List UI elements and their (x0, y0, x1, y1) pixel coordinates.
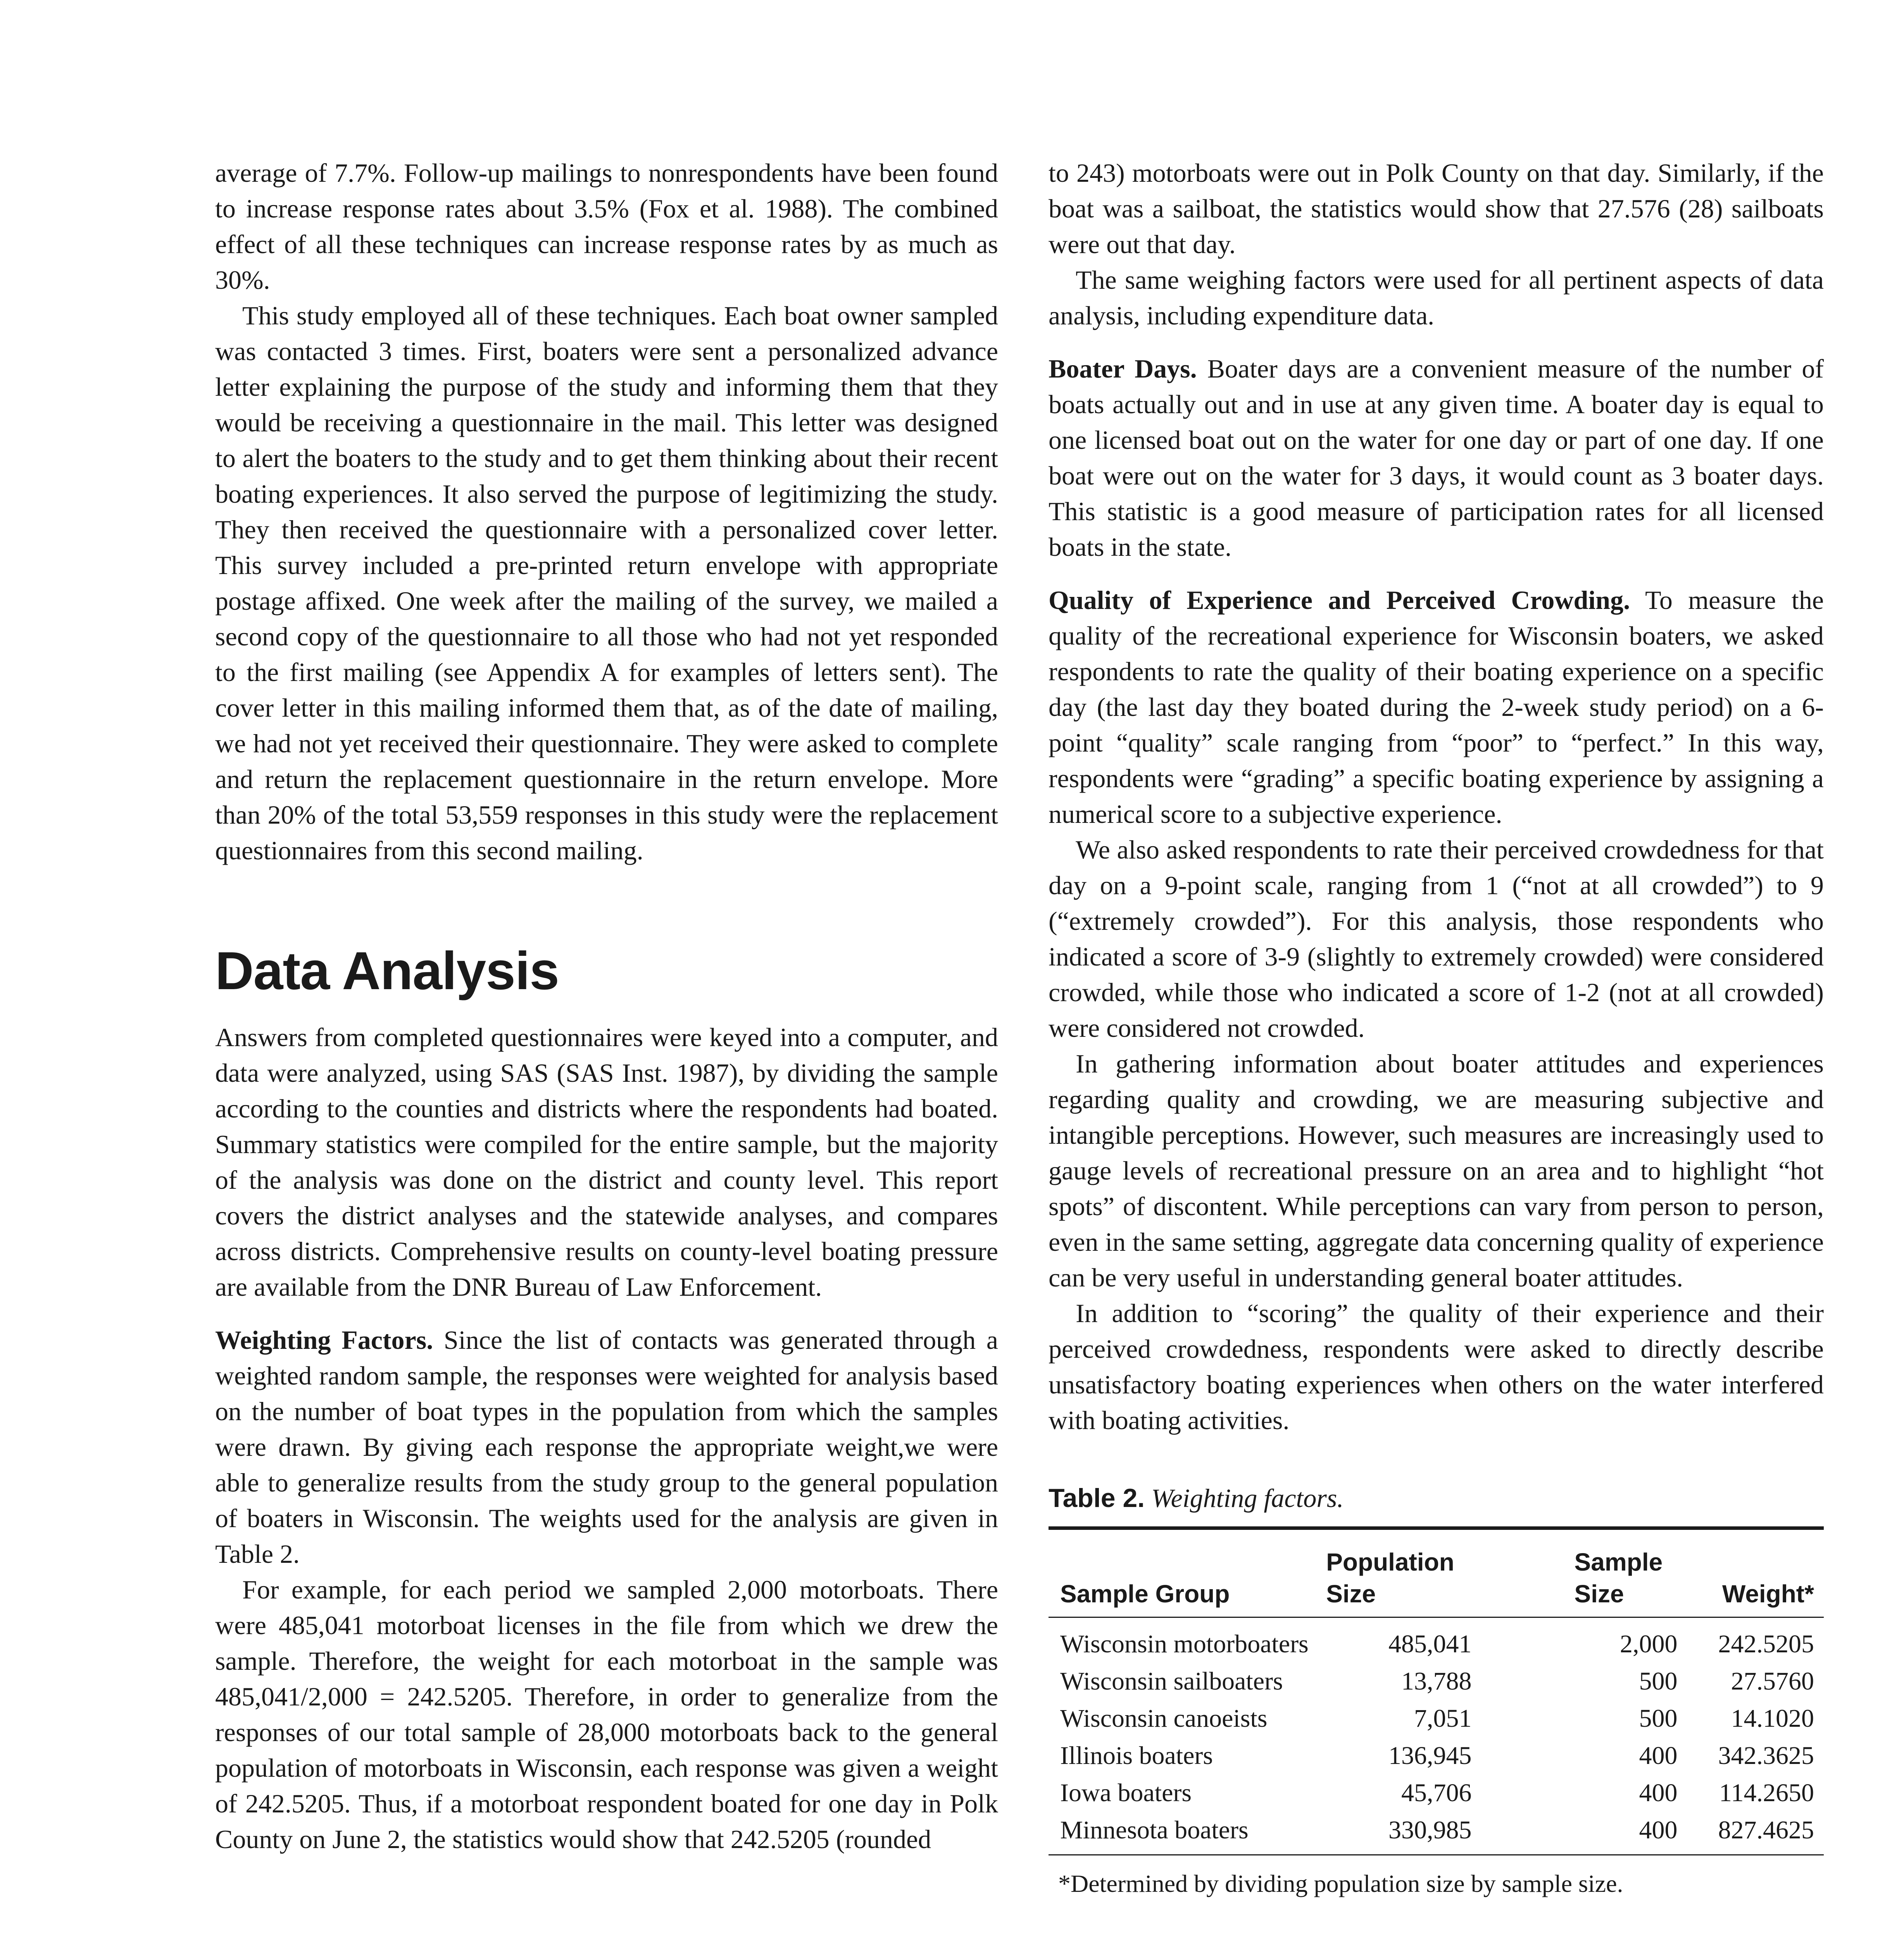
table-header-row (1049, 1530, 1824, 1617)
cell-sample: 400 (1639, 1741, 1678, 1770)
cell-weight: 27.5760 (1731, 1667, 1814, 1695)
cell-population: 13,788 (1401, 1667, 1472, 1695)
cell-group: Wisconsin canoeists (1060, 1704, 1268, 1733)
table-row (1049, 1700, 1824, 1737)
table-footnote: *Determined by dividing population size by sample size. (1058, 1870, 1623, 1897)
table-caption-title: Weighting factors. (1151, 1483, 1344, 1513)
table-row (1049, 1774, 1824, 1812)
run-in-heading: Boater Days. (1049, 354, 1197, 383)
header-line: Size (1326, 1580, 1376, 1608)
weighting-factors-table (1049, 1530, 1824, 1854)
cell-sample: 400 (1639, 1816, 1678, 1844)
paragraph-boater-days (1049, 351, 1824, 565)
header-sample-group: Sample Group (1060, 1580, 1230, 1608)
table-bottom-rule (1049, 1854, 1824, 1855)
table-caption-label: Table 2. (1049, 1483, 1145, 1513)
cell-population: 7,051 (1414, 1704, 1472, 1733)
paragraph: average of 7.7%. Follow-up mailings to nonrespondents have been found to increase response rates about 3.5% (Fox et al. 1988). The combined effect of all these techniques can increase response rates by as much as 30%. (215, 158, 998, 295)
cell-weight: 14.1020 (1731, 1704, 1814, 1733)
cell-group: Wisconsin motorboaters (1060, 1630, 1309, 1658)
paragraph: In gathering information about boater attitudes and experiences regarding quality and crowding, we are measuring subjective and intangible perceptions. However, such measures are increasingly used to gauge levels of recreational pressure on an area and to highlight “hot spots” of discontent. While perceptions can vary from person to person, even in the same setting, aggregate data concerning quality of experience can be very useful in understanding general boater attitudes. (1049, 1049, 1824, 1292)
paragraph: For example, for each period we sampled 2,000 motorboats. There were 485,041 motorboat licenses in the file from which we drew the sample. Therefore, the weight for each motorboat in the sample was 485,041/2,000 = 242.5205. Therefore, in order to generalize from the responses of our total sample of 28,000 motorboats back to the general population of motorboats in Wisconsin, each response was given a weight of 242.5205. Thus, if a motorboat respondent boated for one day in Polk County on June 2, the statistics would show that 242.5205 (rounded (215, 1575, 998, 1854)
paragraph: In addition to “scoring” the quality of their experience and their perceived crowdedness, respondents were asked to directly describe unsatisfactory boating experiences when others on the water interfered with boating activities. (1049, 1298, 1824, 1435)
paragraph-body: Boater days are a convenient measure of the number of boats actually out and in use at any given time. A boater day is equal to one licensed boat out on the water for one day or part of one day. If one boat were out on the water for 3 days, it would count as 3 boater days. This statistic is a good measure of participation rates for all licensed boats in the state. (1049, 354, 1824, 562)
right-column (1049, 155, 1824, 1900)
cell-sample: 500 (1639, 1667, 1678, 1695)
header-weight: Weight* (1722, 1580, 1814, 1608)
paragraph-weighting-factors (215, 1322, 998, 1572)
table-top-rule (1049, 1526, 1824, 1530)
cell-group: Illinois boaters (1060, 1741, 1213, 1770)
table-caption (1049, 1481, 1824, 1516)
table-row (1049, 1812, 1824, 1854)
cell-population: 45,706 (1401, 1779, 1472, 1807)
table-row (1049, 1663, 1824, 1700)
header-line: Sample (1574, 1548, 1663, 1576)
section-title: Data Analysis (215, 941, 559, 1001)
cell-sample: 400 (1639, 1779, 1678, 1807)
cell-sample: 2,000 (1620, 1630, 1678, 1658)
header-population-size (1326, 1530, 1574, 1617)
left-column (215, 155, 998, 1857)
paragraph: to 243) motorboats were out in Polk County on that day. Similarly, if the boat was a sailboat, the statistics would show that 27.576 (28) sailboats were out that day. (1049, 158, 1824, 259)
paragraph: The same weighing factors were used for all pertinent aspects of data analysis, including expenditure data. (1049, 265, 1824, 330)
cell-population: 136,945 (1388, 1741, 1472, 1770)
cell-weight: 242.5205 (1718, 1630, 1814, 1658)
cell-weight: 342.3625 (1718, 1741, 1814, 1770)
header-sample-size (1575, 1530, 1718, 1617)
cell-weight: 827.4625 (1718, 1816, 1814, 1844)
cell-weight: 114.2650 (1719, 1779, 1814, 1807)
cell-sample: 500 (1639, 1704, 1678, 1733)
paragraph-body: Since the list of contacts was generated through a weighted random sample, the responses were weighted for analysis based on the number of boat types in the population from which the samples were drawn. By giving each response the appropriate weight,we were able to generalize results from the study group to the general population of boaters in Wisconsin. The weights used for the analysis are given in Table 2. (215, 1325, 998, 1569)
paragraph: This study employed all of these techniques. Each boat owner sampled was contacted 3 times. First, boaters were sent a personalized advance letter explaining the purpose of the study and informing them that they would be receiving a questionnaire in the mail. This letter was designed to alert the boaters to the study and to get them thinking about their recent boating experiences. It also served the purpose of legitimizing the study. They then received the questionnaire with a personalized cover letter. This survey included a pre-printed return envelope with appropriate postage affixed. One week after the mailing of the survey, we mailed a second copy of the questionnaire to all those who had not yet responded to the first mailing (see Appendix A for examples of letters sent). The cover letter in this mailing informed them that, as of the date of mailing, we had not yet received their questionnaire. They were asked to complete and return the replacement questionnaire in the return envelope. More than 20% of the total 53,559 responses in this study were the replacement questionnaires from this second mailing. (215, 301, 998, 865)
paragraph-quality-crowding (1049, 582, 1824, 832)
run-in-heading: Quality of Experience and Perceived Crowding. (1049, 585, 1630, 615)
cell-population: 330,985 (1388, 1816, 1472, 1844)
cell-group: Minnesota boaters (1060, 1816, 1249, 1844)
header-line: Population (1326, 1548, 1454, 1576)
header-line: Size (1574, 1580, 1624, 1608)
cell-population: 485,041 (1388, 1630, 1472, 1658)
cell-group: Wisconsin sailboaters (1060, 1667, 1283, 1695)
paragraph-body: To measure the quality of the recreational experience for Wisconsin boaters, we asked respondents to rate the quality of their boating experience on a specific day (the last day they boated during the 2-week study period) on a 6-point “quality” scale ranging from “poor” to “perfect.” In this way, respondents were “grading” a specific boating experience by assigning a numerical score to a subjective experience. (1049, 585, 1824, 829)
run-in-heading: Weighting Factors. (215, 1325, 433, 1355)
cell-group: Iowa boaters (1060, 1779, 1192, 1807)
table-row (1049, 1618, 1824, 1663)
paragraph: We also asked respondents to rate their perceived crowdedness for that day on a 9-point scale, ranging from 1 (“not at all crowded”) to 9 (“extremely crowded”). For this analysis, those respondents who indicated a score of 3-9 (slightly to extremely crowded) were considered crowded, while those who indicated a score of 1-2 (not at all crowded) were considered not crowded. (1049, 835, 1824, 1043)
paragraph: Answers from completed questionnaires were keyed into a computer, and data were analyzed, using SAS (SAS Inst. 1987), by dividing the sample according to the counties and districts where the respondents had boated. Summary statistics were compiled for the entire sample, but the majority of the analysis was done on the district and county level. This report covers the district analyses and the statewide analyses, and compares across districts. Comprehensive results on county-level boating pressure are available from the DNR Bureau of Law Enforcement. (215, 1022, 998, 1302)
table-row (1049, 1737, 1824, 1774)
weighting-factors-table-block (1049, 1481, 1824, 1900)
